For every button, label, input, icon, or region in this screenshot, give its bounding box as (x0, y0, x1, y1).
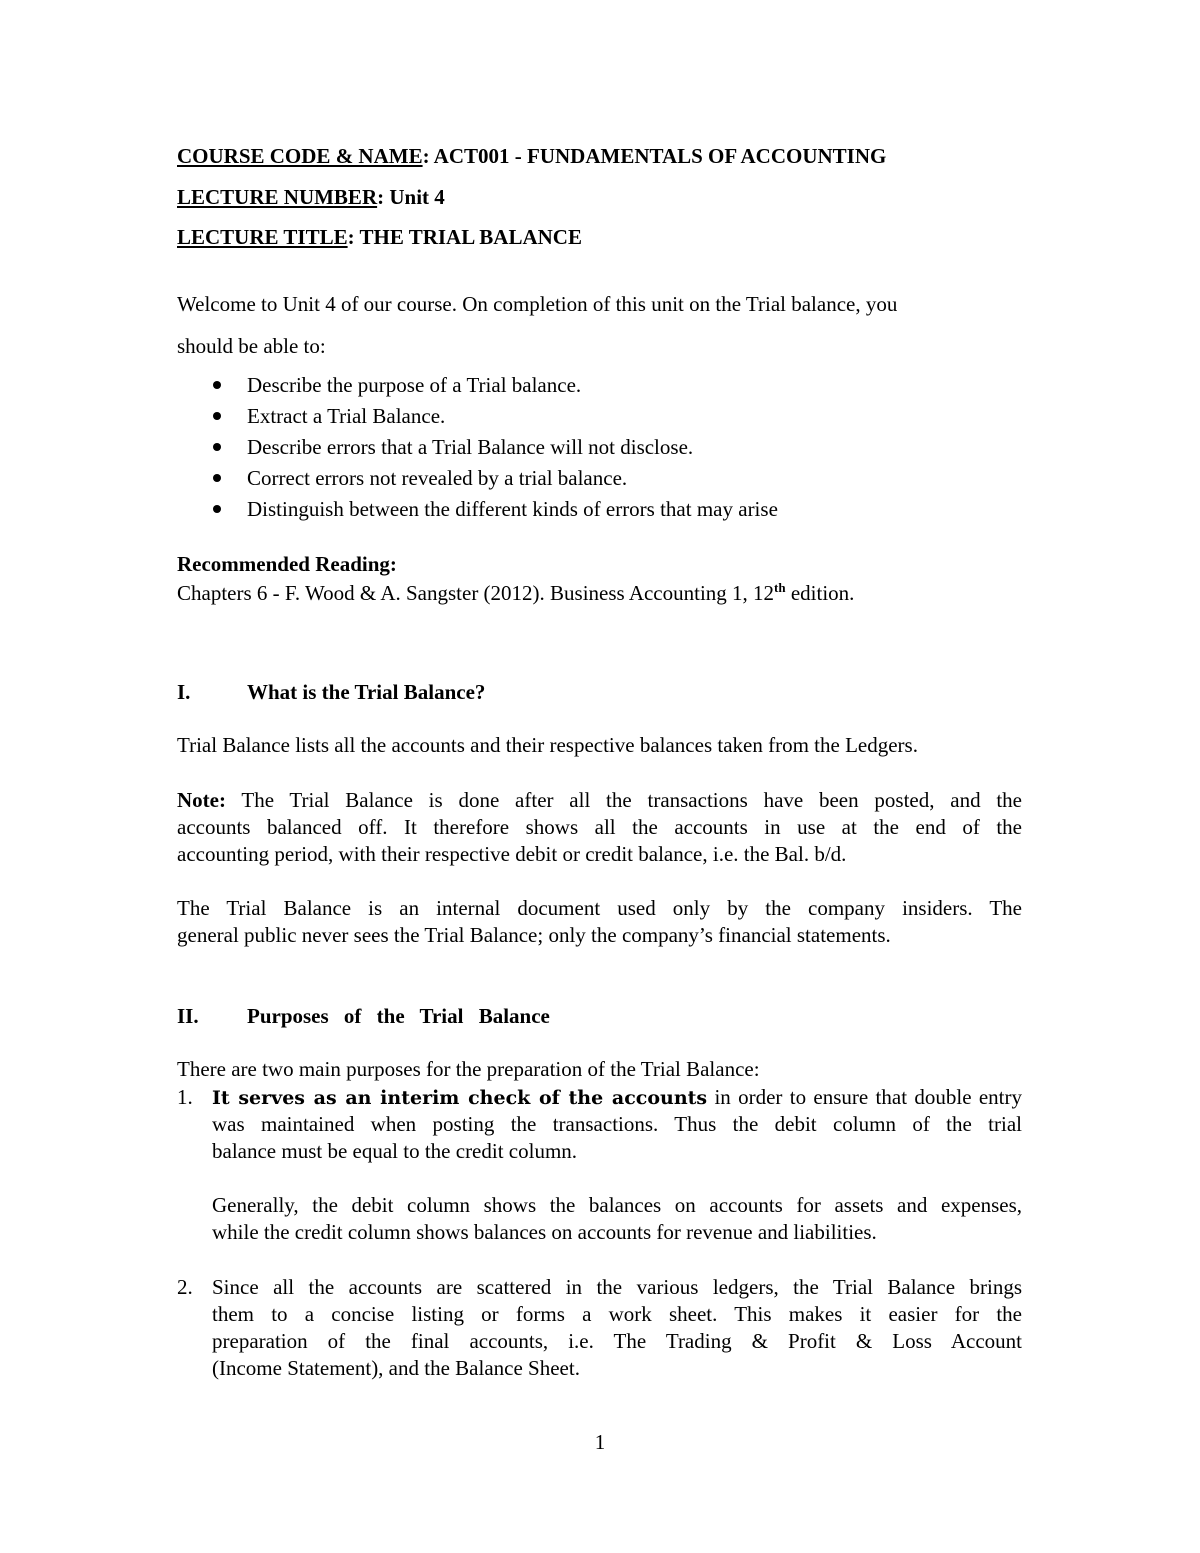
bullet-icon (213, 412, 221, 420)
intro-line-2: should be able to: (177, 334, 326, 358)
objectives-list (177, 372, 778, 527)
item-number: 1. (177, 1085, 193, 1109)
lecture-number-label: LECTURE NUMBER (177, 185, 378, 209)
section-2-heading (177, 1004, 550, 1029)
document-page: COURSE CODE & NAME: ACT001 - FUNDAMENTALS OF ACCOUNTING LECTURE NUMBER: Unit 4 LECTURE TITLE: THE TRIAL BALANCE Welcome to Unit 4 of our course. On completion of this unit on the Trial balance, you should be able to: Describe the purpose of a Trial balance. Extract a Trial Balance. Describe errors that a Trial Balance will not disclose. Correct errors not revealed by a trial balance. Distinguish between the different kinds of errors that may arise Recommended Reading: Chapters 6 - F. Wood & A. Sangster (2012). Business Accounting 1, 12th edition. I. What is the Trial Balance? Trial Balance lists all the accounts and their respective balances taken from the Ledgers. Note: The Trial Balance is done after all the transactions have been posted, and the accounts balanced off. It therefore shows all the accounts in use at the end of the accounting period, with their respective debit or credit balance, i.e. the Bal. b/d. The Trial Balance is an internal document used only by the company insiders. The general public never sees the Trial Balance; only the company’s financial statements. II. Purposes of the Trial Balance There are two main purposes for the preparation of the Trial Balance: 1. It serves as an interim check of the accounts in order to ensure that double entry was maintained when posting the transactions. Thus the debit column of the trial balance must be equal to the credit column. Generally, the debit column shows the balances on accounts for assets and expenses, while the credit column shows balances on accounts for revenue and liabilities. 2. Since all the accounts are scattered in the various ledgers, the Trial Balance brings them to a concise listing or forms a work sheet. This makes it easier for the preparation of the final accounts, i.e. The Trading & Profit & Loss Account (Income Statement), and the Balance Sheet. 1 (0, 0, 1200, 1553)
section-1-para-3: The Trial Balance is an internal document used only by the company insiders. The general public never sees the Trial Balance; only the company’s financial statements. (177, 896, 1022, 947)
bullet-icon (213, 474, 221, 482)
list-item: Extract a Trial Balance. (177, 403, 778, 434)
superscript: th (774, 580, 786, 595)
lecture-title-line (177, 225, 582, 250)
section-1-para-1: Trial Balance lists all the accounts and their respective balances taken from the Ledgers. (177, 733, 918, 757)
section-1-note: Note: The Trial Balance is done after all the transactions have been posted, and the accounts balanced off. It therefore shows all the accounts in use at the end of the accounting period, with their respective debit or credit balance, i.e. the Bal. b/d. (177, 788, 1023, 866)
bullet-icon (213, 443, 221, 451)
item-number: 2. (177, 1275, 193, 1299)
list-item: Correct errors not revealed by a trial balance. (177, 465, 778, 496)
bullet-icon (213, 381, 221, 389)
list-item: Describe errors that a Trial Balance will not disclose. (177, 434, 778, 465)
recommended-reading-heading: Recommended Reading: (177, 552, 397, 576)
lecture-title-label: LECTURE TITLE (177, 225, 348, 249)
intro-line-1: Welcome to Unit 4 of our course. On completion of this unit on the Trial balance, you (177, 292, 898, 316)
list-item: Describe the purpose of a Trial balance. (177, 372, 778, 403)
section-1-title: What is the Trial Balance? (247, 680, 486, 704)
lecture-number-value: : Unit 4 (377, 185, 445, 209)
section-1-number: I. (177, 680, 191, 704)
lecture-number-line (177, 185, 445, 210)
section-1-heading (177, 680, 485, 705)
course-code-line (177, 144, 886, 169)
list-item: Distinguish between the different kinds of errors that may arise (177, 496, 778, 527)
bullet-icon (213, 505, 221, 513)
course-code-value: : ACT001 - FUNDAMENTALS OF ACCOUNTING (422, 144, 887, 168)
item-1-bold-lead: It serves as an interim check of the accounts (212, 1087, 708, 1109)
page-number: 1 (594, 1430, 606, 1454)
course-code-label: COURSE CODE & NAME (177, 144, 423, 168)
section-2-intro: There are two main purposes for the preparation of the Trial Balance: (177, 1057, 760, 1081)
lecture-title-value: : THE TRIAL BALANCE (347, 225, 582, 249)
section-2-title: Purposes of the Trial Balance (247, 1004, 550, 1028)
recommended-reading-text: Chapters 6 - F. Wood & A. Sangster (2012). Business Accounting 1, 12th edition. (177, 580, 855, 605)
section-2-number: II. (177, 1004, 199, 1028)
note-label: Note: (177, 788, 226, 812)
